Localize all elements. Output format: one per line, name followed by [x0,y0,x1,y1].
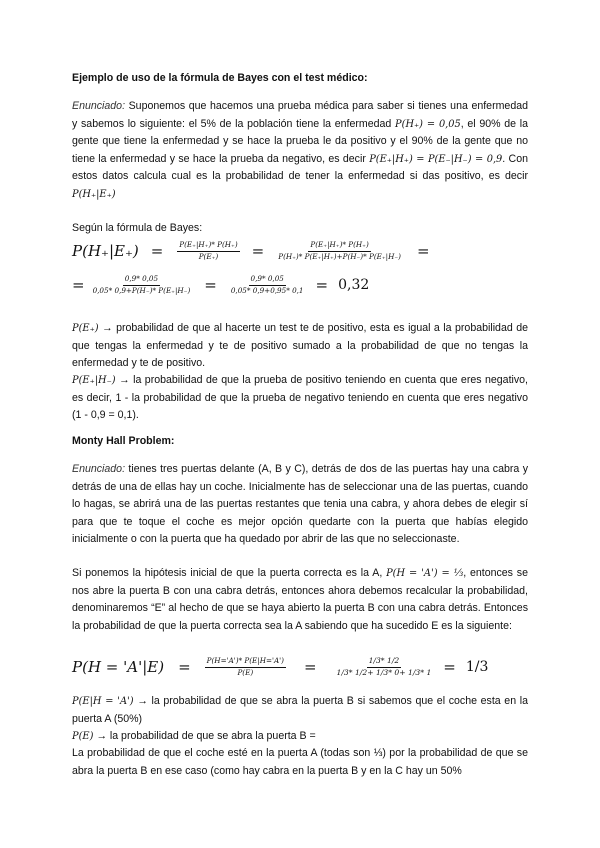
bayes-equation-line-2 [72,268,532,302]
equals-sign: = [315,276,329,294]
equals-sign: = [178,658,191,676]
denominator: 1/3* 1/2+ 1/3* 0+ 1/3* 1 [336,667,432,677]
equals-sign: = [150,242,164,260]
denominator: P(E) [237,667,254,677]
math-inline: P(E) [72,731,94,742]
equals-sign: = [303,658,317,676]
text: , el 90% de la gente que tiene la enfermedad y se hace la prueba le da positivo y el 90% de la gente que no tiene la enfermedad y se hace la prueba da negativo, es decir [72,117,529,165]
definition-p-e [72,728,528,746]
equals-sign: = [416,242,430,260]
numerator: P(E₊|H₊)* P(H₊) [177,241,239,251]
equation-lhs: P(H₊|E₊) [72,242,139,260]
math-inline: P(H₊) = 0,05 [395,118,461,130]
paragraph-probability-explanation: La probabilidad de que el coche esté en la puerta A (todas son ⅓) por la probabilidad de que se abra la puerta B en ese caso (como hay cabra en la puerta B y en la C hay un 50% [72,747,528,777]
equals-sign: = [251,242,265,260]
fraction [335,657,434,677]
equals-sign: = [204,276,217,294]
paragraph-enunciado-monty [72,461,528,549]
enunciado-label: Enunciado: [72,100,126,112]
math-inline: P(E₊|H₊) = P(E₋|H₋) = 0,9 [369,153,503,165]
text: → probabilidad de que al hacerte un test te de positivo, esta es igual a la probabilidad de que tengas la enfermedad y te de positivo sumado a la probabilidad de que no tengas la enfermedad y te de positivo. [72,322,528,370]
equals-sign: = [72,276,85,294]
equals-sign: = [443,658,456,676]
math-inline: P(H₊|E₊) [72,188,116,200]
denominator: P(E₊) [198,251,219,261]
definition-p-e-given-a [72,693,528,728]
numerator: P(E₊|H₊)* P(H₊) [308,241,370,251]
formula-intro: Según la fórmula de Bayes: [72,222,203,234]
math-inline: P(H = 'A') = ⅓ [386,568,464,579]
fraction [205,657,286,677]
denominator: P(H₊)* P(E₊|H₊)+P(H₋)* P(E₊|H₋) [278,251,401,261]
text: → la probabilidad de que se abra la puerta B si sabemos que el coche esta en la puerta A (50%) [72,695,528,725]
numerator: 0,9* 0,05 [123,275,160,285]
paragraph-enunciado-bayes [72,98,528,204]
text: , entonces se nos abre la puerta B con una cabra detrás, entonces ahora debemos recalcular la probabilidad, denominaremos “E” al hecho de que se haya abierto la puerta B con una cabra detrás. Entonces la probabilidad de que la puerta correcta sea la A sabiendo que ha sucedido E es la siguiente: [72,567,528,632]
equation-lhs: P(H = 'A'|E) [72,658,165,676]
text: → la probabilidad de que la prueba de positivo teniendo en cuenta que eres negativo, es decir, 1 - la probabilidad de que la prueba de negativo teniendo en cuenta que eres negativo (1 - 0,9 = 0,1). [72,374,528,422]
denominator: 0,05* 0,9+P(H₋)* P(E₊|H₋) [92,285,191,295]
fraction [229,275,306,295]
numerator: 0,9* 0,05 [249,275,286,285]
definition-p-e-plus-given-h-minus [72,372,528,425]
text: . Con estos datos calcula cual es la probabilidad de tener la enfermedad si das positivo, es decir [72,152,528,183]
numerator: P(H='A')* P(E|H='A') [205,657,286,667]
definition-p-e-plus [72,320,528,373]
paragraph-hypothesis [72,565,528,635]
result-value: 0,32 [338,277,370,293]
fraction [91,275,193,295]
result-value: 1/3 [465,659,489,675]
fraction [276,241,403,261]
section-title-monty-hall: Monty Hall Problem: [72,435,175,447]
math-inline: P(E|H = 'A') [72,696,134,707]
math-inline: P(E₊|H₋) [72,375,116,386]
text: Suponemos que hacemos una prueba médica para saber si tienes una enfermedad y sabemos lo siguiente: el 5% de la población tiene la enfermedad [72,100,528,130]
section-title-bayes: Ejemplo de uso de la fórmula de Bayes con el test médico: [72,72,368,84]
text: Si ponemos la hipótesis inicial de que la puerta correcta es la A, [72,567,387,579]
denominator: 0,05* 0,9+0,95* 0,1 [230,285,304,295]
enunciado-label: Enunciado: [72,463,126,475]
bayes-equation-line-1 [72,234,532,268]
fraction [177,241,239,261]
numerator: 1/3* 1/2 [367,657,402,668]
monty-hall-equation [72,651,532,683]
math-inline: P(E₊) [72,323,99,334]
text: → la probabilidad de que se abra la puerta B = [93,730,316,742]
text: tienes tres puertas delante (A, B y C), detrás de dos de las puertas hay una cabra y detrás de una de ellas hay un coche. Inicialmente has de seleccionar una de las puertas, cuando lo hagas, se abrirá una de las puertas restantes que tenia una cabra, y ahora debes de elegir sí para que te toque el coche es mejor opción quedarte con la puerta que habías elegido inicialmente o con la puerta que ha quedado por abrir de las que no seleccionaste. [72,463,528,546]
